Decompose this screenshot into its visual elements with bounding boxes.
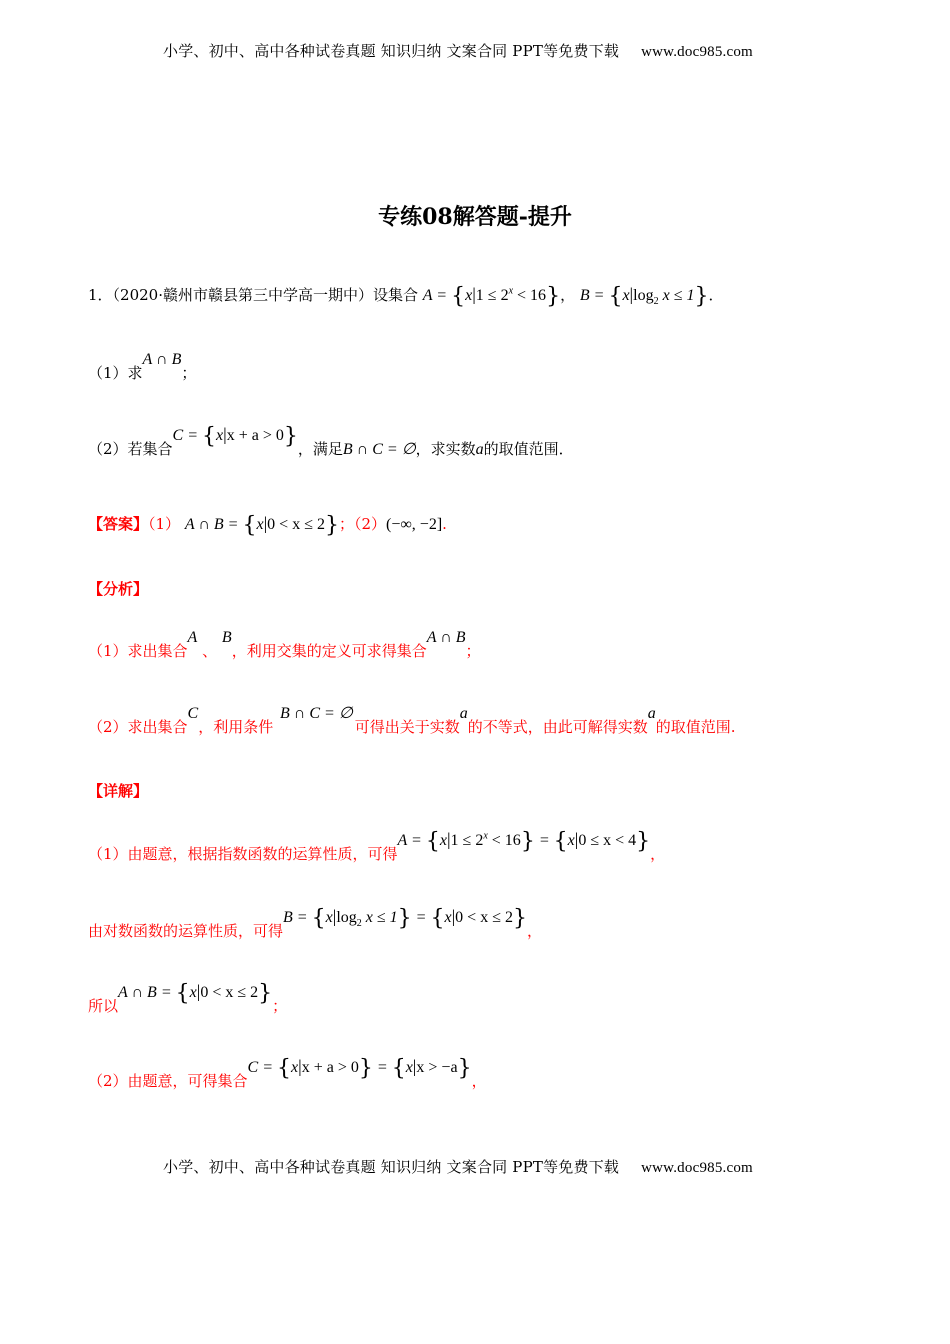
math-AcapB: A ∩ B	[142, 351, 182, 368]
detail-line-2: 由对数函数的运算性质，可得$B = \{x|\log_2$ x ≤ 1} = {x|0 < x ≤ 2}，	[88, 906, 542, 940]
answer-2-math: (−∞, −2]	[386, 516, 443, 533]
question-1-part-1: （1）求A ∩ B；	[88, 351, 197, 382]
analysis-line-2: （2）求出集合C，利用条件 B ∩ C = ∅可得出关于实数a的不等式，由此可解得实数a的取值范围.	[88, 705, 736, 736]
set-B-definition: $B = \{x|\log_2$ x ≤ 1}	[579, 284, 709, 309]
detail-line-3: 所以A ∩ B = {x|0 < x ≤ 2}；	[88, 981, 288, 1015]
question-1-part-2: （2）若集合C = {x|x + a > 0}，满足B ∩ C = ∅，求实数a的取值范围．	[88, 424, 574, 458]
question-source: （2020·赣州市赣县第三中学高一期中）	[112, 286, 373, 304]
question-1-stem: 1．（2020·赣州市赣县第三中学高一期中）设集合 $A = \{x|1 \le 2^x < 16\}$， $B = \{x|\log_2$ x ≤ 1}．	[88, 284, 724, 309]
footer-url[interactable]: www.doc985.com	[641, 1160, 753, 1176]
analysis-line-1: （1）求出集合A 、 B，利用交集的定义可求得集合A ∩ B；	[88, 629, 481, 660]
detail-set-B: $B = \{x|\log_2$ x ≤ 1} = {x|0 < x ≤ 2}	[283, 906, 527, 931]
set-C-definition: C = {x|x + a > 0}	[172, 424, 298, 449]
detail-label: 【详解】	[88, 782, 149, 800]
set-A-definition: $A = \{x|1 \le 2^x < 16\}$	[422, 284, 561, 309]
page-footer	[163, 1156, 753, 1177]
page-header	[163, 40, 753, 61]
detail-set-A: $A = \{x|1 \le 2^x < 16\} = \{x|0 \le x < 4\}$	[397, 829, 651, 854]
detail-set-C: C = {x|x + a > 0} = {x|x > −a}	[247, 1056, 472, 1081]
footer-text: 小学、初中、高中各种试卷真题 知识归纳 文案合同 PPT等免费下载	[163, 1158, 620, 1176]
answer-1-math: A ∩ B = {x|0 < x ≤ 2}	[184, 513, 339, 538]
header-text: 小学、初中、高中各种试卷真题 知识归纳 文案合同 PPT等免费下载	[163, 42, 620, 60]
question-number: 1．	[88, 286, 113, 304]
header-url[interactable]: www.doc985.com	[641, 44, 753, 60]
answer-label: 【答案】	[88, 515, 149, 533]
math-BcapC: B ∩ C = ∅	[342, 441, 416, 458]
math-a: a	[475, 441, 484, 458]
detail-line-1: （1）由题意，根据指数函数的运算性质，可得$A = \{x|1 \le 2^x < 16\} = \{x|0 \le x < 4\}$，	[88, 829, 666, 863]
detail-line-4: （2）由题意，可得集合C = {x|x + a > 0} = {x|x > −a}，	[88, 1056, 487, 1090]
answer-line: 【答案】（1） A ∩ B = {x|0 < x ≤ 2}；（2）(−∞, −2].	[88, 513, 447, 538]
analysis-label: 【分析】	[88, 580, 149, 598]
page-title: 专练08解答题-提升	[378, 204, 572, 230]
detail-AcapB: A ∩ B = {x|0 < x ≤ 2}	[118, 981, 273, 1006]
